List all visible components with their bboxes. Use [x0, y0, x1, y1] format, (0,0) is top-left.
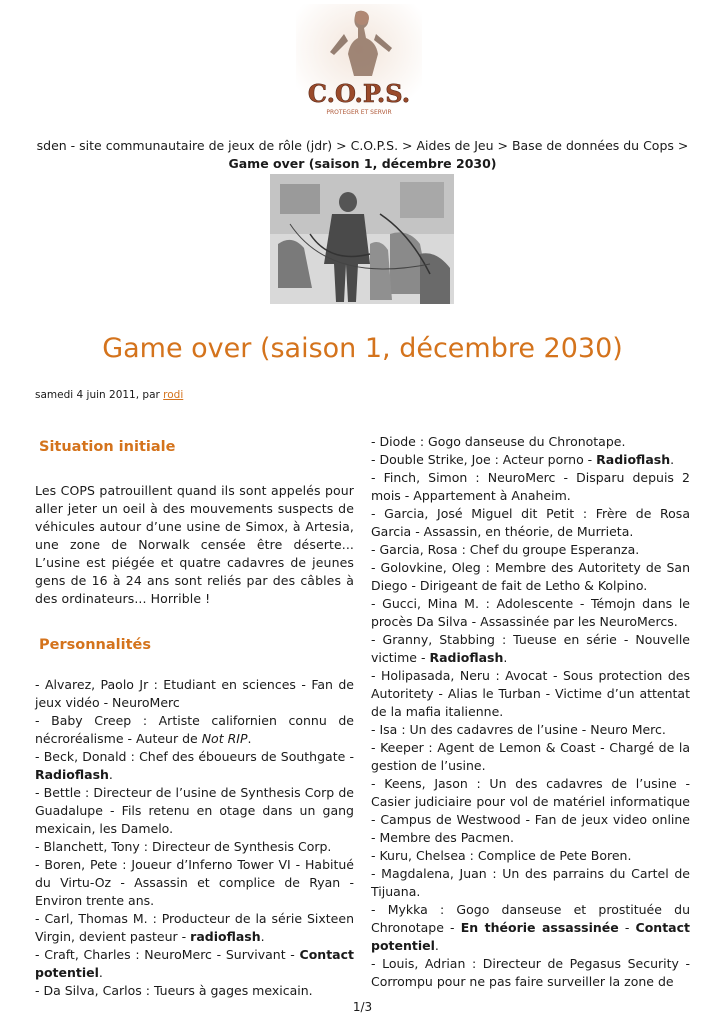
- entry-text: .: [670, 452, 675, 467]
- logo-text: C.O.P.S.: [307, 79, 411, 108]
- entry-text: - Carl, Thomas M. : Producteur de la série Sixteen Virgin, devient pasteur -: [35, 911, 354, 944]
- entry-text: .: [260, 929, 265, 944]
- entry-italic: Not RIP: [201, 731, 248, 746]
- personality-entry: [35, 982, 354, 1000]
- personality-entry: [35, 946, 354, 982]
- byline: [35, 389, 183, 401]
- entry-text: - Keens, Jason : Un des cadavres de l’usine - Casier judiciaire pour vol de matériel informatique - Campus de Westwood - Fan de jeux video online - Membre des Pacmen.: [371, 776, 690, 845]
- entry-text: - Granny, Stabbing : Tueuse en série - Nouvelle victime -: [371, 632, 690, 665]
- personality-entry: [371, 667, 690, 721]
- entry-text: - Magdalena, Juan : Un des parrains du Cartel de Tijuana.: [371, 866, 690, 899]
- situation-paragraph: Les COPS patrouillent quand ils sont appelés pour aller jeter un oeil à des mouvements suspects de véhicules autour d’une usine de Simox, à Artesia, une zone de Norwalk censée être déserte... L’usine est piégée et quatre cadavres de jeunes gens de 16 à 24 ans sont reliés par des câbles à des ordinateurs... Horrible !: [35, 483, 354, 606]
- breadcrumb-trail[interactable]: sden - site communautaire de jeux de rôle (jdr) > C.O.P.S. > Aides de Jeu > Base de données du Cops >: [36, 138, 689, 153]
- personality-entry: [35, 910, 354, 946]
- cops-logo: [296, 4, 422, 118]
- personality-entry: [371, 595, 690, 631]
- entry-text: - Bettle : Directeur de l’usine de Synthesis Corp de Guadalupe - Fils retenu en otage dans un gang mexicain, les Damelo.: [35, 785, 354, 836]
- entry-text: - Garcia, Rosa : Chef du groupe Esperanza.: [371, 542, 640, 557]
- personality-entry: [371, 955, 690, 991]
- section-heading-situation: Situation initiale: [39, 439, 176, 455]
- entry-text: - Blanchett, Tony : Directeur de Synthesis Corp.: [35, 839, 332, 854]
- entry-text: - Alvarez, Paolo Jr : Etudiant en sciences - Fan de jeux vidéo - NeuroMerc: [35, 677, 354, 710]
- entry-text: - Boren, Pete : Joueur d’Inferno Tower VI - Habitué du Virtu-Oz - Assassin et complice de Ryan - Environ trente ans.: [35, 857, 354, 908]
- entry-emphasis: En théorie assassinée: [460, 920, 619, 935]
- entry-emphasis: Radioflash: [596, 452, 671, 467]
- entry-text: .: [108, 767, 113, 782]
- breadcrumb-current: Game over (saison 1, décembre 2030): [228, 156, 497, 171]
- personality-entry: [371, 901, 690, 955]
- entry-text: .: [434, 938, 439, 953]
- personality-entry: [35, 712, 354, 748]
- personality-entry: [371, 721, 690, 739]
- entry-text: .: [247, 731, 252, 746]
- entry-text: - Diode : Gogo danseuse du Chronotape.: [371, 434, 626, 449]
- entry-text: -: [618, 920, 636, 935]
- personnalites-list-left: [35, 676, 354, 1000]
- personality-entry: [371, 469, 690, 505]
- logo-subtitle: PROTEGER ET SERVIR: [326, 109, 392, 116]
- personality-entry: [371, 631, 690, 667]
- entry-text: - Keeper : Agent de Lemon & Coast - Chargé de la gestion de l’usine.: [371, 740, 690, 773]
- entry-text: - Garcia, José Miguel dit Petit : Frère de Rosa Garcia - Assassin, en théorie, de Murrieta.: [371, 506, 690, 539]
- entry-text: - Golovkine, Oleg : Membre des Autoritety de San Diego - Dirigeant de fait de Letho & Kolpino.: [371, 560, 690, 593]
- left-column: [35, 436, 354, 1000]
- personality-entry: [35, 838, 354, 856]
- personality-entry: [371, 739, 690, 775]
- article-date: samedi 4 juin 2011, par: [35, 389, 164, 401]
- article-title: Game over (saison 1, décembre 2030): [102, 333, 623, 364]
- entry-text: - Beck, Donald : Chef des ébouеurs de Southgate -: [35, 749, 354, 764]
- personality-entry: [371, 865, 690, 901]
- entry-text: - Double Strike, Joe : Acteur porno -: [371, 452, 597, 467]
- breadcrumb: [0, 137, 725, 173]
- entry-text: .: [503, 650, 508, 665]
- entry-emphasis: Contact potentiel: [35, 947, 354, 980]
- entry-text: - Mykka : Gogo danseuse et prostituée du Chronotape -: [371, 902, 690, 935]
- personality-entry: [371, 541, 690, 559]
- personality-entry: [35, 748, 354, 784]
- entry-text: .: [98, 965, 103, 980]
- entry-text: - Kuru, Chelsea : Complice de Pete Boren.: [371, 848, 632, 863]
- personality-entry: [371, 847, 690, 865]
- scenario-illustration: [270, 174, 454, 304]
- personality-entry: [35, 784, 354, 838]
- entry-text: - Holipasada, Neru : Avocat - Sous protection des Autoritety - Alias le Turban - Victime d’un attentat de la mafia italienne.: [371, 668, 690, 719]
- entry-text: - Baby Creep : Artiste californien connu de nécroréalisme - Auteur de: [35, 713, 354, 746]
- personality-entry: [371, 505, 690, 541]
- author-link[interactable]: rodi: [163, 389, 184, 401]
- personality-entry: [371, 559, 690, 595]
- entry-text: - Louis, Adrian : Directeur de Pegasus Security - Corrompu pour ne pas faire surveiller la zone de: [371, 956, 690, 989]
- section-heading-personnalites: Personnalités: [39, 637, 151, 653]
- entry-text: - Da Silva, Carlos : Tueurs à gages mexicain.: [35, 983, 313, 998]
- personality-entry: [35, 856, 354, 910]
- entry-text: - Gucci, Mina M. : Adolescente - Témojn dans le procès Da Silva - Assassinée par les NeuroMercs.: [371, 596, 690, 629]
- personality-entry: [371, 433, 690, 451]
- entry-emphasis: Radioflash: [35, 767, 109, 782]
- right-column: [371, 433, 690, 991]
- personality-entry: [371, 451, 690, 469]
- personality-entry: [371, 775, 690, 847]
- entry-emphasis: Contact potentiel: [371, 920, 690, 953]
- entry-text: - Finch, Simon : NeuroMerc - Disparu depuis 2 mois - Appartement à Anaheim.: [371, 470, 690, 503]
- entry-text: - Isa : Un des cadavres de l’usine - Neuro Merc.: [371, 722, 666, 737]
- personality-entry: [35, 676, 354, 712]
- entry-emphasis: Radioflash: [429, 650, 504, 665]
- entry-text: - Craft, Charles : NeuroMerc - Survivant -: [35, 947, 300, 962]
- personnalites-list-right: [371, 433, 690, 991]
- entry-emphasis: radioflash: [190, 929, 261, 944]
- page-number: 1/3: [352, 1000, 373, 1014]
